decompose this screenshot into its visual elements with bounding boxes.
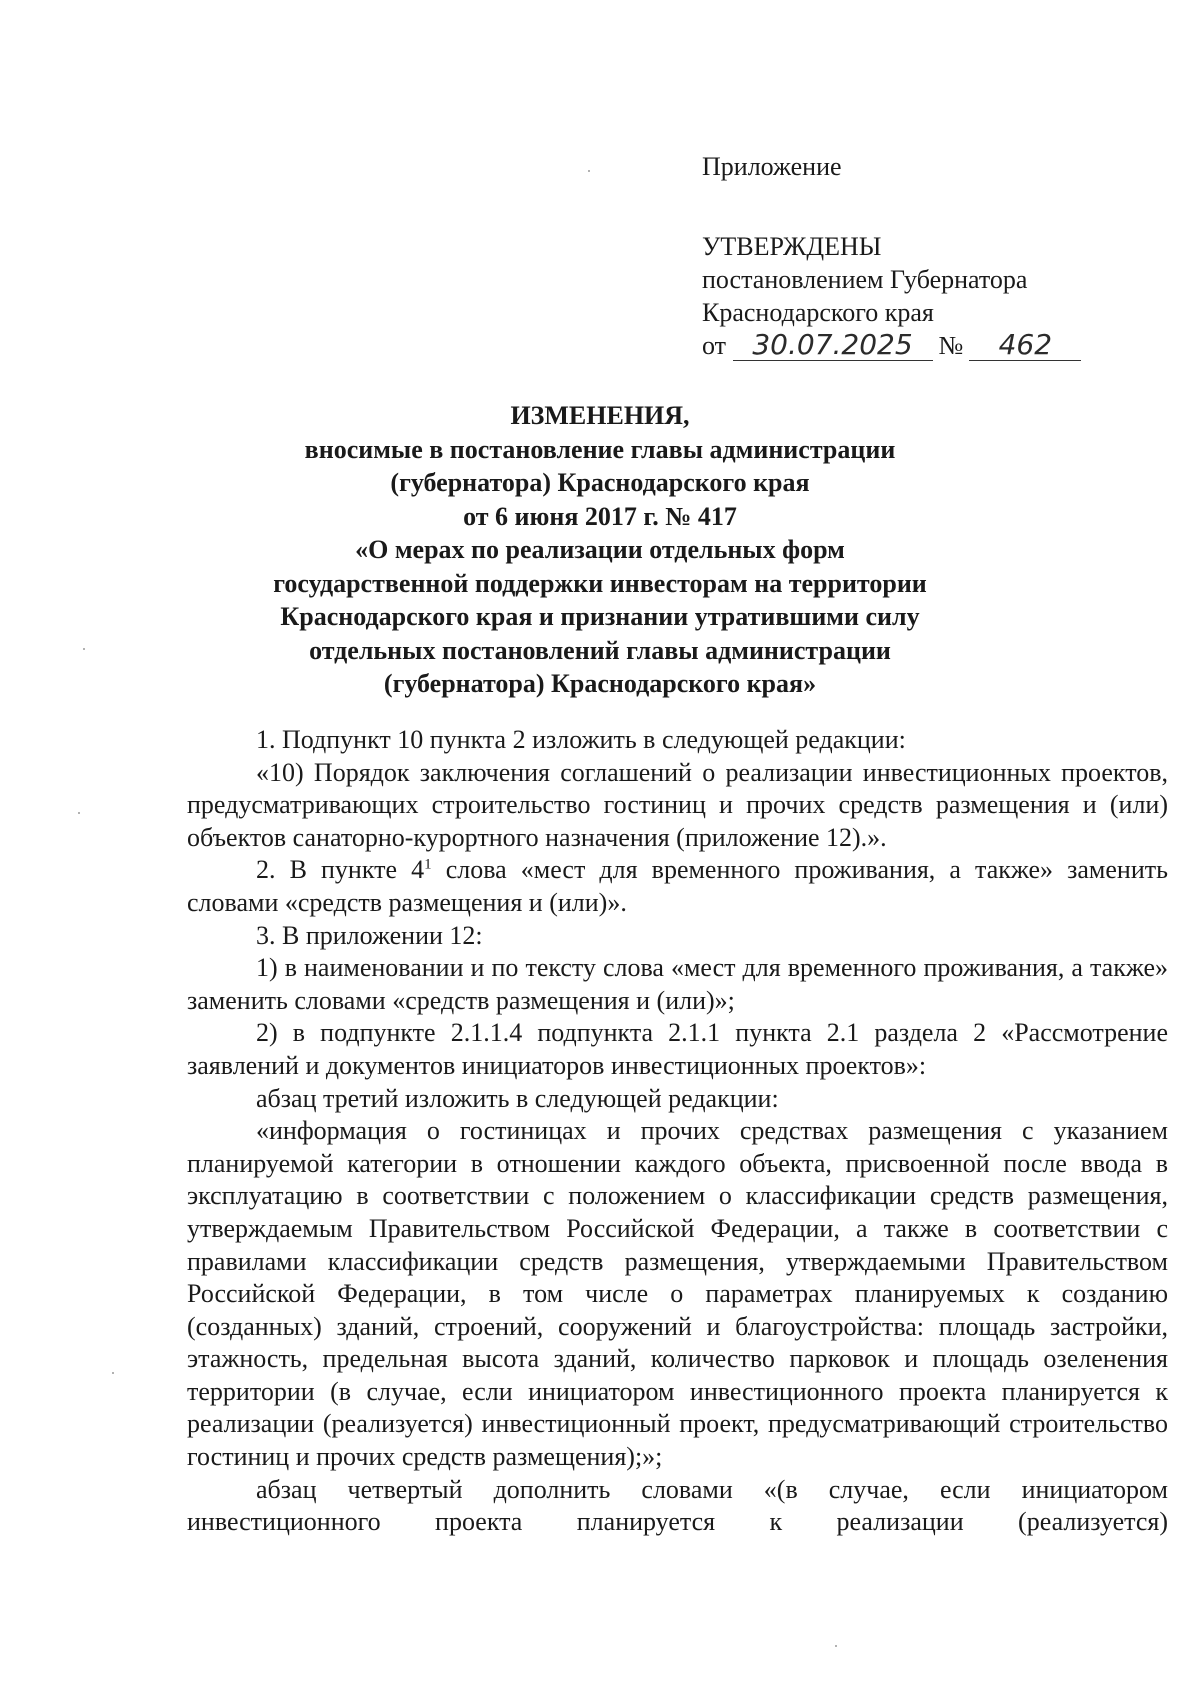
- paragraph-5: 1) в наименовании и по тексту слова «мест для временного проживания, а также» заменить словами «средств размещения и (или)»;: [187, 953, 1168, 1015]
- title-line: «О мерах по реализации отдельных форм: [355, 535, 845, 564]
- paragraph-7: абзац третий изложить в следующей редакции:: [256, 1083, 779, 1113]
- date-prefix: от: [702, 331, 727, 360]
- superscript: 1: [424, 856, 432, 873]
- handwritten-date: 30.07.2025: [733, 330, 933, 361]
- document-body: [187, 724, 1168, 1539]
- document-title: [150, 399, 1050, 701]
- date-number-line: [702, 329, 1122, 362]
- title-line: государственной поддержки инвесторам на территории: [273, 568, 927, 598]
- scan-speck: [835, 1645, 837, 1647]
- scan-speck: [112, 1372, 114, 1374]
- title-line: отдельных постановлений главы администрации: [309, 635, 891, 665]
- scan-speck: [588, 170, 590, 172]
- paragraph-1: 1. Подпункт 10 пункта 2 изложить в следующей редакции:: [256, 725, 906, 754]
- paragraph-2: «10) Порядок заключения соглашений о реализации инвестиционных проектов, предусматривающих строительство гостиниц и прочих средств размещения и (или) объектов санаторно-курортного назначения (приложение 12).».: [187, 757, 1168, 852]
- title-heading: ИЗМЕНЕНИЯ,: [510, 401, 690, 430]
- approval-stamp-block: [702, 150, 1122, 362]
- title-line: (губернатора) Краснодарского края: [390, 468, 810, 497]
- region-label: Краснодарского края: [702, 298, 934, 327]
- number-sign: №: [938, 331, 964, 360]
- title-line: от 6 июня 2017 г. № 417: [463, 501, 737, 531]
- paragraph-6: 2) в подпункте 2.1.1.4 подпункта 2.1.1 пункта 2.1 раздела 2 «Рассмотрение заявлений и документов инициаторов инвестиционных проектов»:: [187, 1018, 1168, 1080]
- scan-speck: [83, 648, 85, 650]
- paragraph-9: абзац четвертый дополнить словами «(в случае, если инициатором инвестиционного проекта планируется к реализации (реализуется): [187, 1474, 1168, 1537]
- title-line: (губернатора) Краснодарского края»: [383, 669, 817, 698]
- paragraph-3-start: 2. В пункте 4: [256, 855, 425, 885]
- title-line: Краснодарского края и признании утратившими силу: [280, 602, 920, 631]
- resolution-label: постановлением Губернатора: [702, 265, 1028, 294]
- paragraph-3-end: слова «мест для временного проживания, а также» заменить словами «средств размещения и (или)».: [187, 855, 1168, 917]
- title-line: вносимые в постановление главы администрации: [304, 434, 896, 464]
- handwritten-number: 462: [969, 330, 1081, 361]
- paragraph-8: «информация о гостиницах и прочих средствах размещения с указанием планируемой категории в отношении каждого объекта, присвоенной после ввода в эксплуатацию в соответствии с положением о классификации средств размещения, утверждаемым Правительством Российской Федерации, а также в соответствии с правилами классификации средств размещения, утверждаемыми Правительством Российской Федерации, в том числе о параметрах планируемых к созданию (созданных) зданий, строений, сооружений и благоустройства: площадь застройки, этажность, предельная высота зданий, количество парковок и площадь озеленения территории (в случае, если инициатором инвестиционного проекта планируется к реализации (реализуется) инвестиционный проект, предусматривающий строительство гостиниц и прочих средств размещения);»;: [187, 1116, 1168, 1472]
- approved-label: УТВЕРЖДЕНЫ: [702, 232, 882, 261]
- paragraph-4: 3. В приложении 12:: [256, 920, 483, 950]
- scan-speck: [78, 812, 80, 814]
- paragraph-3: [187, 854, 1168, 919]
- appendix-label: Приложение: [702, 152, 842, 181]
